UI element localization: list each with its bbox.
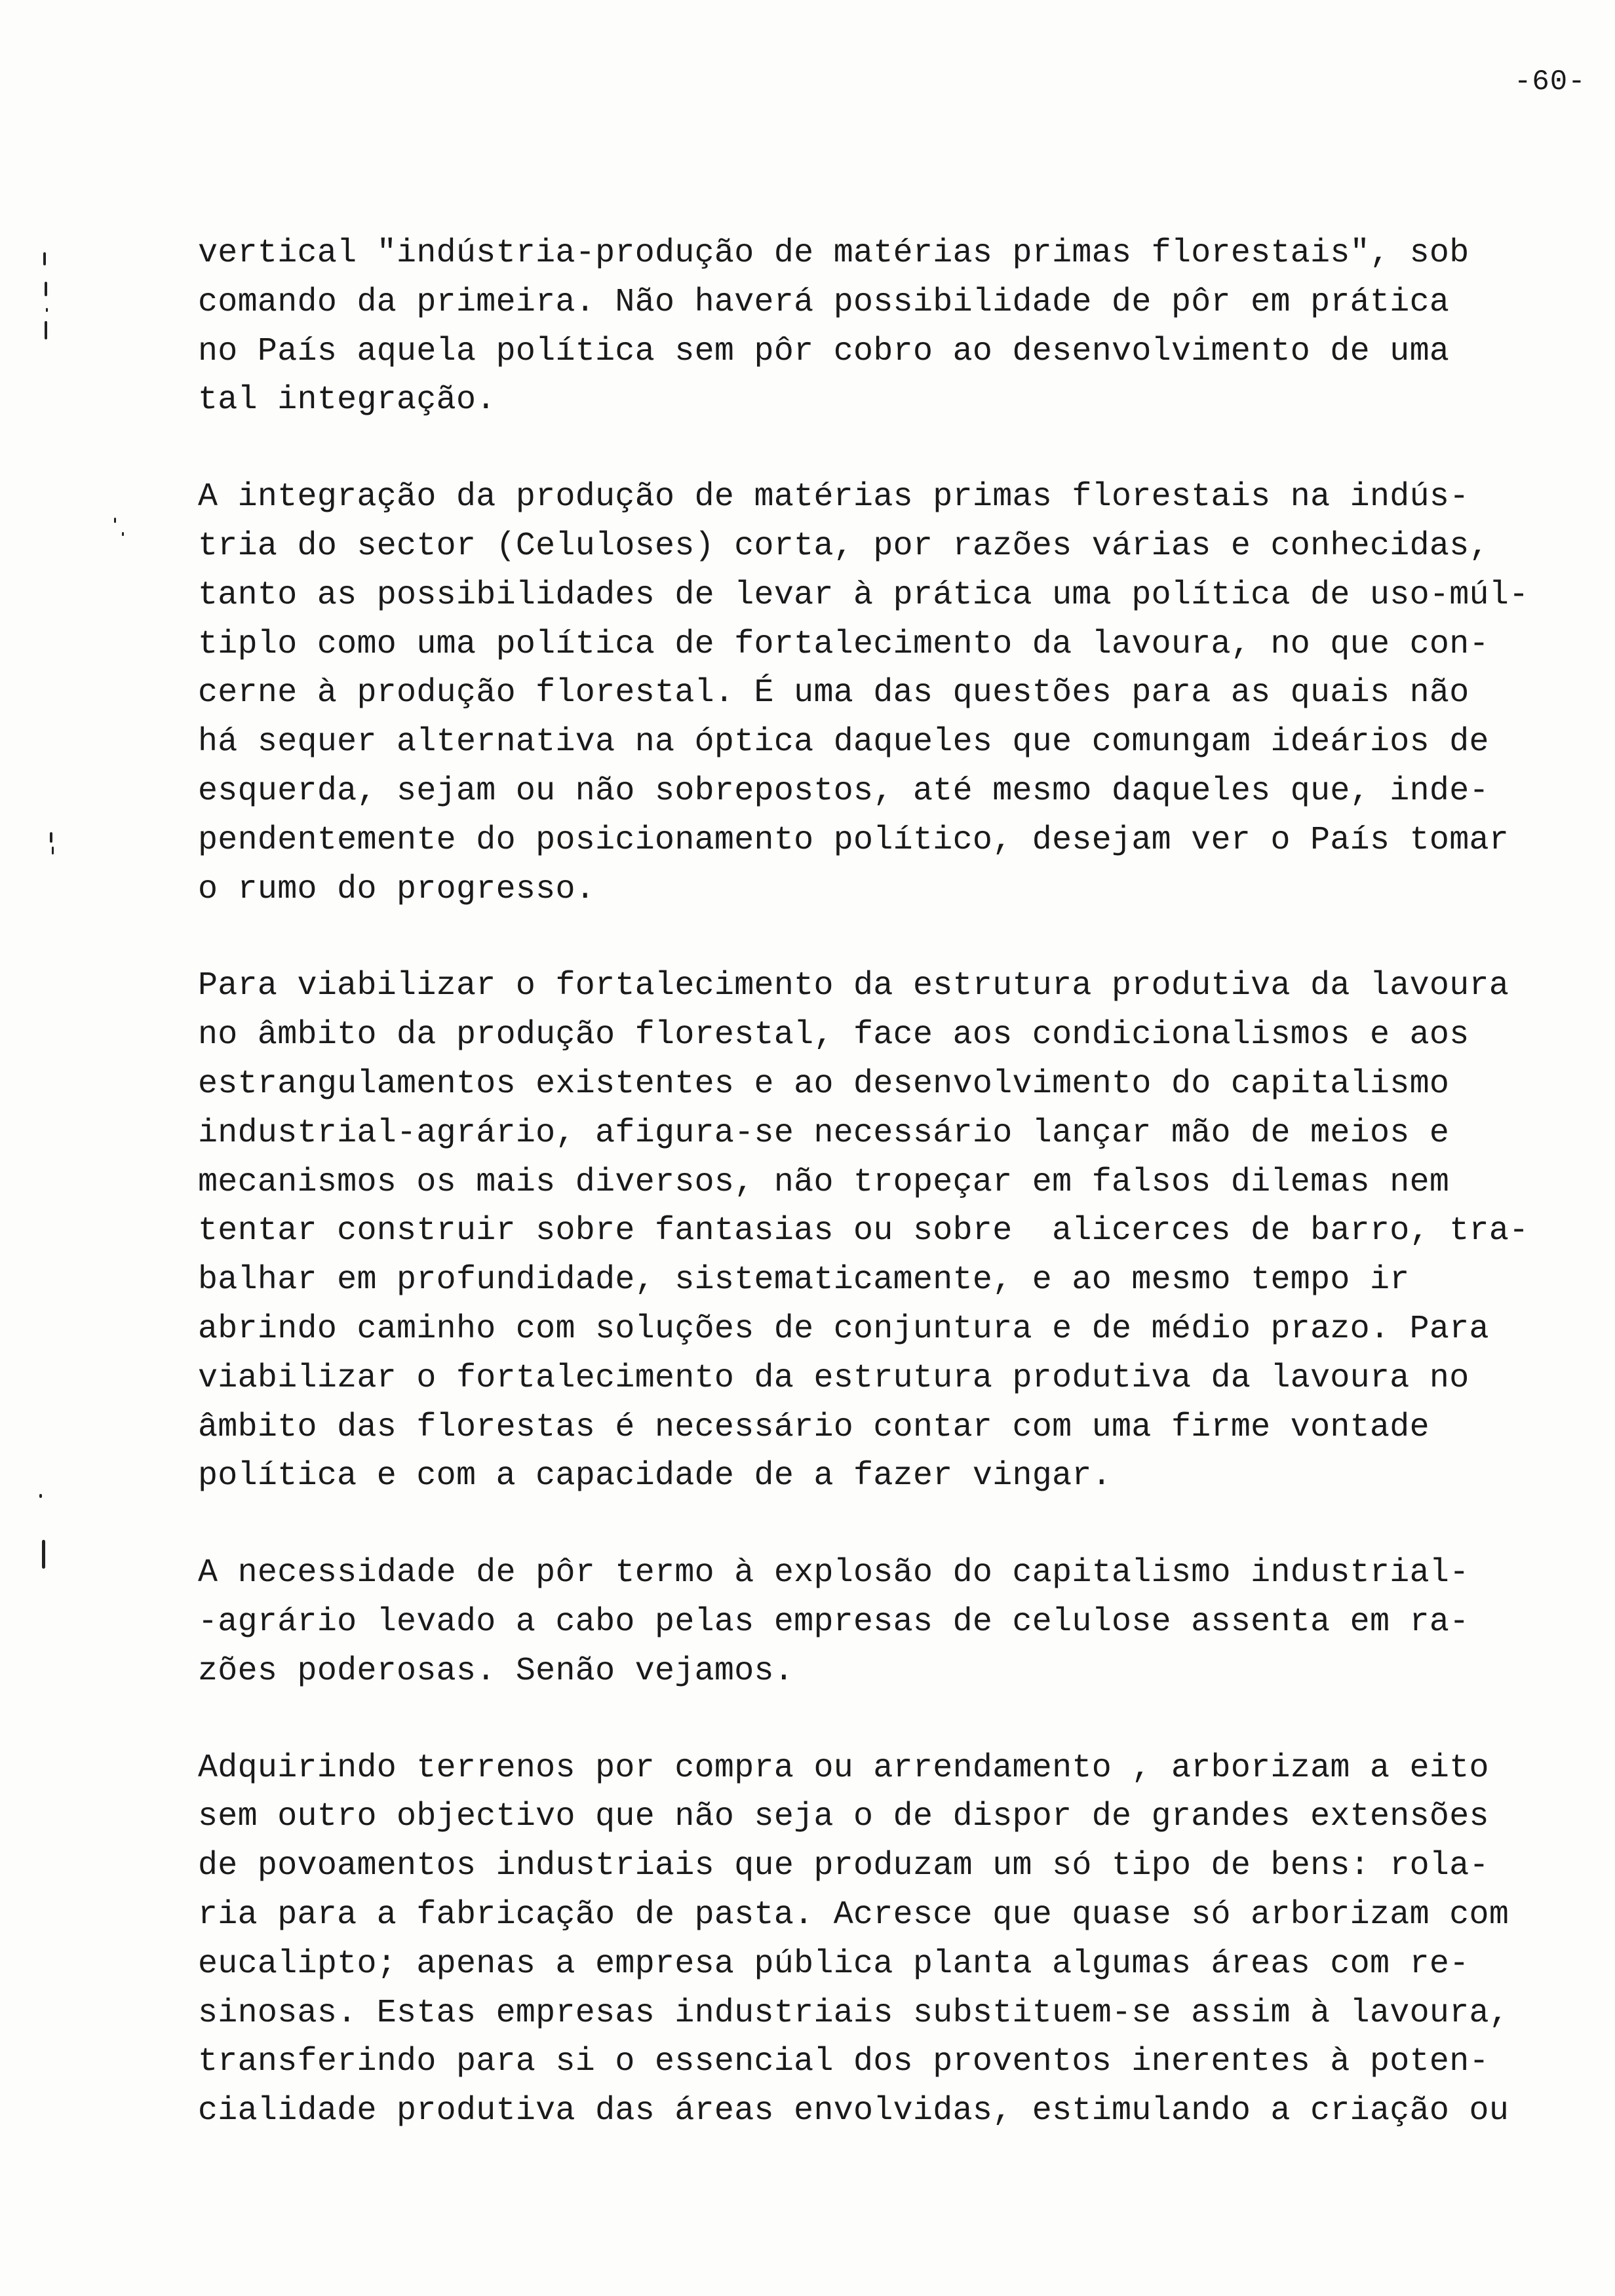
text-line: o rumo do progresso. xyxy=(198,870,596,908)
text-line: cialidade produtiva das áreas envolvidas, estimulando a criação ou xyxy=(198,2092,1509,2130)
text-line: no âmbito da produção florestal, face aos condicionalismos e aos xyxy=(198,1016,1469,1054)
text-line: A necessidade de pôr termo à explosão do capitalismo industrial- xyxy=(198,1554,1469,1592)
paragraph-5 xyxy=(198,1744,1548,2136)
margin-scan-mark xyxy=(42,1540,45,1569)
text-line: há sequer alternativa na óptica daqueles que comungam ideários de xyxy=(198,723,1489,761)
text-line: tanto as possibilidades de levar à prática uma política de uso-múl- xyxy=(198,576,1529,614)
margin-scan-mark xyxy=(46,308,48,312)
text-line: Para viabilizar o fortalecimento da estrutura produtiva da lavoura xyxy=(198,967,1509,1005)
text-line: estrangulamentos existentes e ao desenvolvimento do capitalismo xyxy=(198,1065,1450,1103)
body-text xyxy=(198,229,1548,2184)
text-line: abrindo caminho com soluções de conjuntura e de médio prazo. Para xyxy=(198,1310,1489,1348)
paragraph-3 xyxy=(198,962,1548,1501)
text-line: -agrário levado a cabo pelas empresas de celulose assenta em ra- xyxy=(198,1603,1469,1641)
text-line: sem outro objectivo que não seja o de dispor de grandes extensões xyxy=(198,1798,1489,1836)
text-line: tria do sector (Celuloses) corta, por razões várias e conhecidas, xyxy=(198,527,1489,565)
text-line: balhar em profundidade, sistematicamente, e ao mesmo tempo ir xyxy=(198,1261,1410,1299)
text-line: tiplo como uma política de fortalecimento da lavoura, no que con- xyxy=(198,625,1489,663)
margin-scan-mark xyxy=(39,1494,42,1498)
margin-scan-mark xyxy=(43,252,46,265)
paragraph-1 xyxy=(198,229,1548,425)
text-line: vertical "indústria-produção de matérias primas florestais", sob xyxy=(198,235,1469,272)
paragraph-4 xyxy=(198,1549,1548,1696)
margin-scan-mark xyxy=(50,832,52,843)
text-line: comando da primeira. Não haverá possibilidade de pôr em prática xyxy=(198,283,1450,321)
text-line: esquerda, sejam ou não sobrepostos, até mesmo daqueles que, inde- xyxy=(198,772,1489,810)
text-line: ria para a fabricação de pasta. Acresce que quase só arborizam com xyxy=(198,1896,1509,1934)
margin-scan-mark xyxy=(52,847,54,854)
text-line: tentar construir sobre fantasias ou sobre alicerces de barro, tra- xyxy=(198,1212,1529,1250)
text-line: viabilizar o fortalecimento da estrutura produtiva da lavoura no xyxy=(198,1359,1469,1397)
text-line: no País aquela política sem pôr cobro ao desenvolvimento de uma xyxy=(198,332,1450,370)
text-line: de povoamentos industriais que produzam um só tipo de bens: rola- xyxy=(198,1847,1489,1885)
margin-scan-mark xyxy=(45,321,47,339)
text-line: Adquirindo terrenos por compra ou arrendamento , arborizam a eito xyxy=(198,1749,1489,1787)
page-number: -60- xyxy=(1514,66,1586,98)
text-line: eucalipto; apenas a empresa pública planta algumas áreas com re- xyxy=(198,1945,1469,1983)
text-line: sinosas. Estas empresas industriais substituem-se assim à lavoura, xyxy=(198,1994,1509,2032)
margin-scan-mark xyxy=(45,282,47,296)
text-line: pendentemente do posicionamento político, desejam ver o País tomar xyxy=(198,821,1509,859)
text-line: industrial-agrário, afigura-se necessário lançar mão de meios e xyxy=(198,1114,1450,1152)
text-line: zões poderosas. Senão vejamos. xyxy=(198,1652,794,1690)
text-line: A integração da produção de matérias primas florestais na indús- xyxy=(198,478,1469,516)
paragraph-2 xyxy=(198,473,1548,914)
margin-scan-mark xyxy=(122,532,124,536)
margin-scan-mark xyxy=(114,518,116,523)
text-line: cerne à produção florestal. É uma das questões para as quais não xyxy=(198,674,1469,712)
text-line: âmbito das florestas é necessário contar com uma firme vontade xyxy=(198,1408,1430,1446)
text-line: mecanismos os mais diversos, não tropeçar em falsos dilemas nem xyxy=(198,1163,1450,1201)
text-line: transferindo para si o essencial dos proventos inerentes à poten- xyxy=(198,2043,1489,2081)
text-line: política e com a capacidade de a fazer vingar. xyxy=(198,1457,1112,1495)
text-line: tal integração. xyxy=(198,381,496,419)
